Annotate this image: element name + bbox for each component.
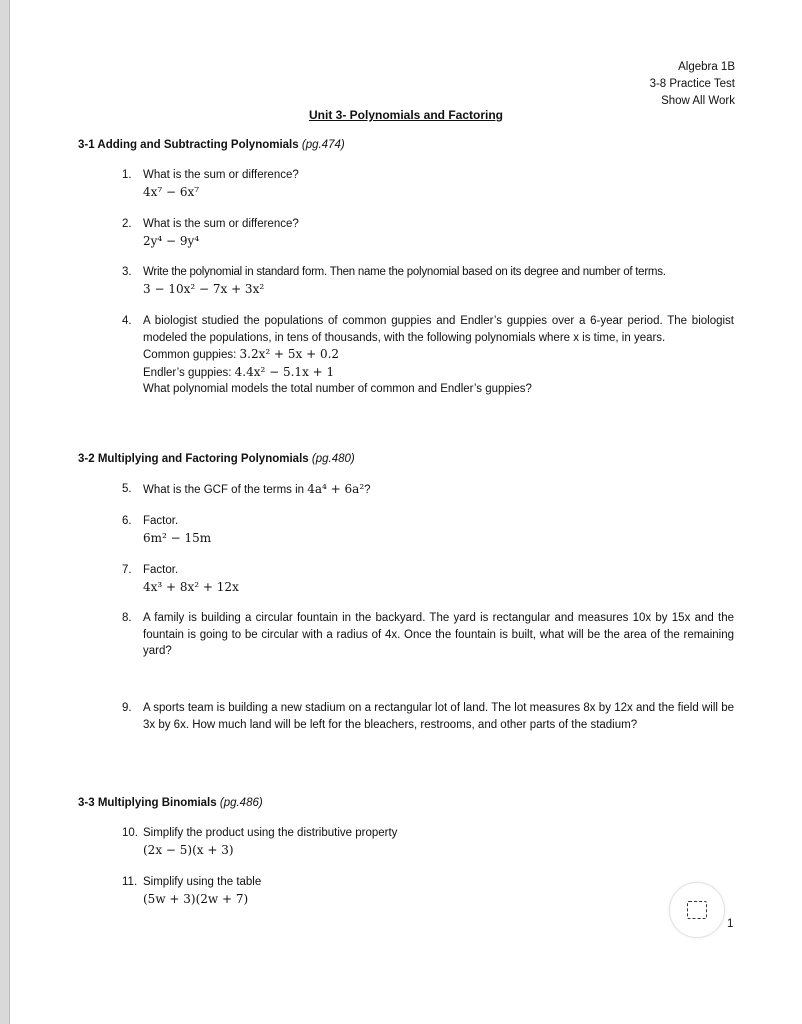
question-expression: 6m² − 15m [143, 530, 212, 545]
section-page-ref: (pg.480) [311, 453, 355, 465]
course-name: Algebra 1B [678, 61, 735, 73]
question-number: 8. [122, 612, 132, 624]
scan-frame-icon [687, 901, 707, 919]
section-page-ref: (pg.474) [301, 139, 345, 151]
question-expression: (5w + 3)(2w + 7) [143, 891, 249, 906]
question-1 [122, 167, 734, 200]
question-followup: What polynomial models the total number of common and Endler’s guppies? [143, 383, 532, 395]
question-7 [122, 562, 734, 595]
question-prompt: Simplify the product using the distributive property [143, 827, 398, 839]
endlers-guppies-label: Endler’s guppies: [143, 366, 235, 379]
question-number: 1. [122, 169, 132, 181]
section-title: 3-3 Multiplying Binomials [78, 797, 217, 809]
question-2 [122, 216, 734, 249]
question-prompt: Simplify using the table [143, 876, 262, 888]
question-expression: 2y⁴ − 9y⁴ [143, 233, 200, 248]
section-heading-3-2 [78, 453, 355, 465]
question-prompt: Factor. [143, 564, 179, 576]
question-expression: 4a⁴ + 6a² [307, 482, 365, 496]
question-number: 3. [122, 266, 132, 278]
question-number: 6. [122, 515, 132, 527]
page-edge [0, 0, 10, 1024]
question-number: 10. [122, 827, 138, 839]
question-number: 5. [122, 483, 132, 495]
question-expression: (2x − 5)(x + 3) [143, 842, 234, 857]
question-prompt: Factor. [143, 515, 179, 527]
section-title: 3-1 Adding and Subtracting Polynomials [78, 139, 299, 151]
question-number: 4. [122, 315, 132, 327]
question-prompt-line [143, 481, 734, 499]
question-11 [122, 874, 734, 907]
endlers-guppies-expression: 4.4x² − 5.1x + 1 [234, 364, 335, 379]
question-number: 9. [122, 702, 132, 714]
question-suffix: ? [364, 484, 371, 496]
question-expression: 4x⁷ − 6x⁷ [143, 184, 200, 199]
question-prompt: What is the GCF of the terms in [143, 484, 308, 496]
common-guppies-expression: 3.2x² + 5x + 0.2 [239, 347, 340, 361]
section-heading-3-1 [78, 139, 345, 151]
question-expression: 4x³ + 8x² + 12x [143, 579, 239, 594]
question-prompt: A sports team is building a new stadium on a rectangular lot of land. The lot measures 8x by 12x and the field will be 3x by 6x. How much land will be left for the bleachers, restrooms, and other parts of the stadium? [143, 702, 734, 731]
question-prompt: Write the polynomial in standard form. Then name the polynomial based on its degree and number of terms. [143, 266, 666, 278]
question-number: 11. [122, 876, 138, 888]
question-3 [122, 264, 734, 297]
section-title: 3-2 Multiplying and Factoring Polynomials [78, 453, 309, 465]
common-guppies-label: Common guppies: [143, 349, 240, 361]
page-title: Unit 3- Polynomials and Factoring [308, 108, 504, 122]
question-5 [122, 481, 734, 499]
section-page-ref: (pg.486) [219, 797, 263, 809]
question-number: 7. [122, 564, 132, 576]
question-9 [122, 700, 734, 733]
question-prompt: What is the sum or difference? [143, 218, 299, 230]
question-expression: 3 − 10x² − 7x + 3x² [143, 281, 265, 296]
question-number: 2. [122, 218, 132, 230]
question-6 [122, 513, 734, 546]
question-8 [122, 610, 734, 660]
question-4 [122, 313, 734, 398]
question-10 [122, 825, 734, 858]
endlers-guppies-line [143, 364, 734, 382]
common-guppies-line [143, 346, 734, 364]
header-block [650, 59, 735, 110]
test-name: 3-8 Practice Test [649, 78, 735, 90]
question-prompt: A biologist studied the populations of common guppies and Endler’s guppies over a 6-year period. The biologist modeled the populations, in tens of thousands, with the following polynomials where x is time, in years. [143, 315, 734, 344]
section-heading-3-3 [78, 797, 263, 809]
question-prompt: What is the sum or difference? [143, 169, 299, 181]
page-number: 1 [727, 918, 734, 930]
scan-button[interactable] [669, 882, 725, 938]
instruction-text: Show All Work [661, 95, 735, 107]
question-prompt: A family is building a circular fountain in the backyard. The yard is rectangular and measures 10x by 15x and the fountain is going to be circular with a radius of 4x. Once the fountain is built, what will be the area of the remaining yard? [143, 612, 734, 657]
